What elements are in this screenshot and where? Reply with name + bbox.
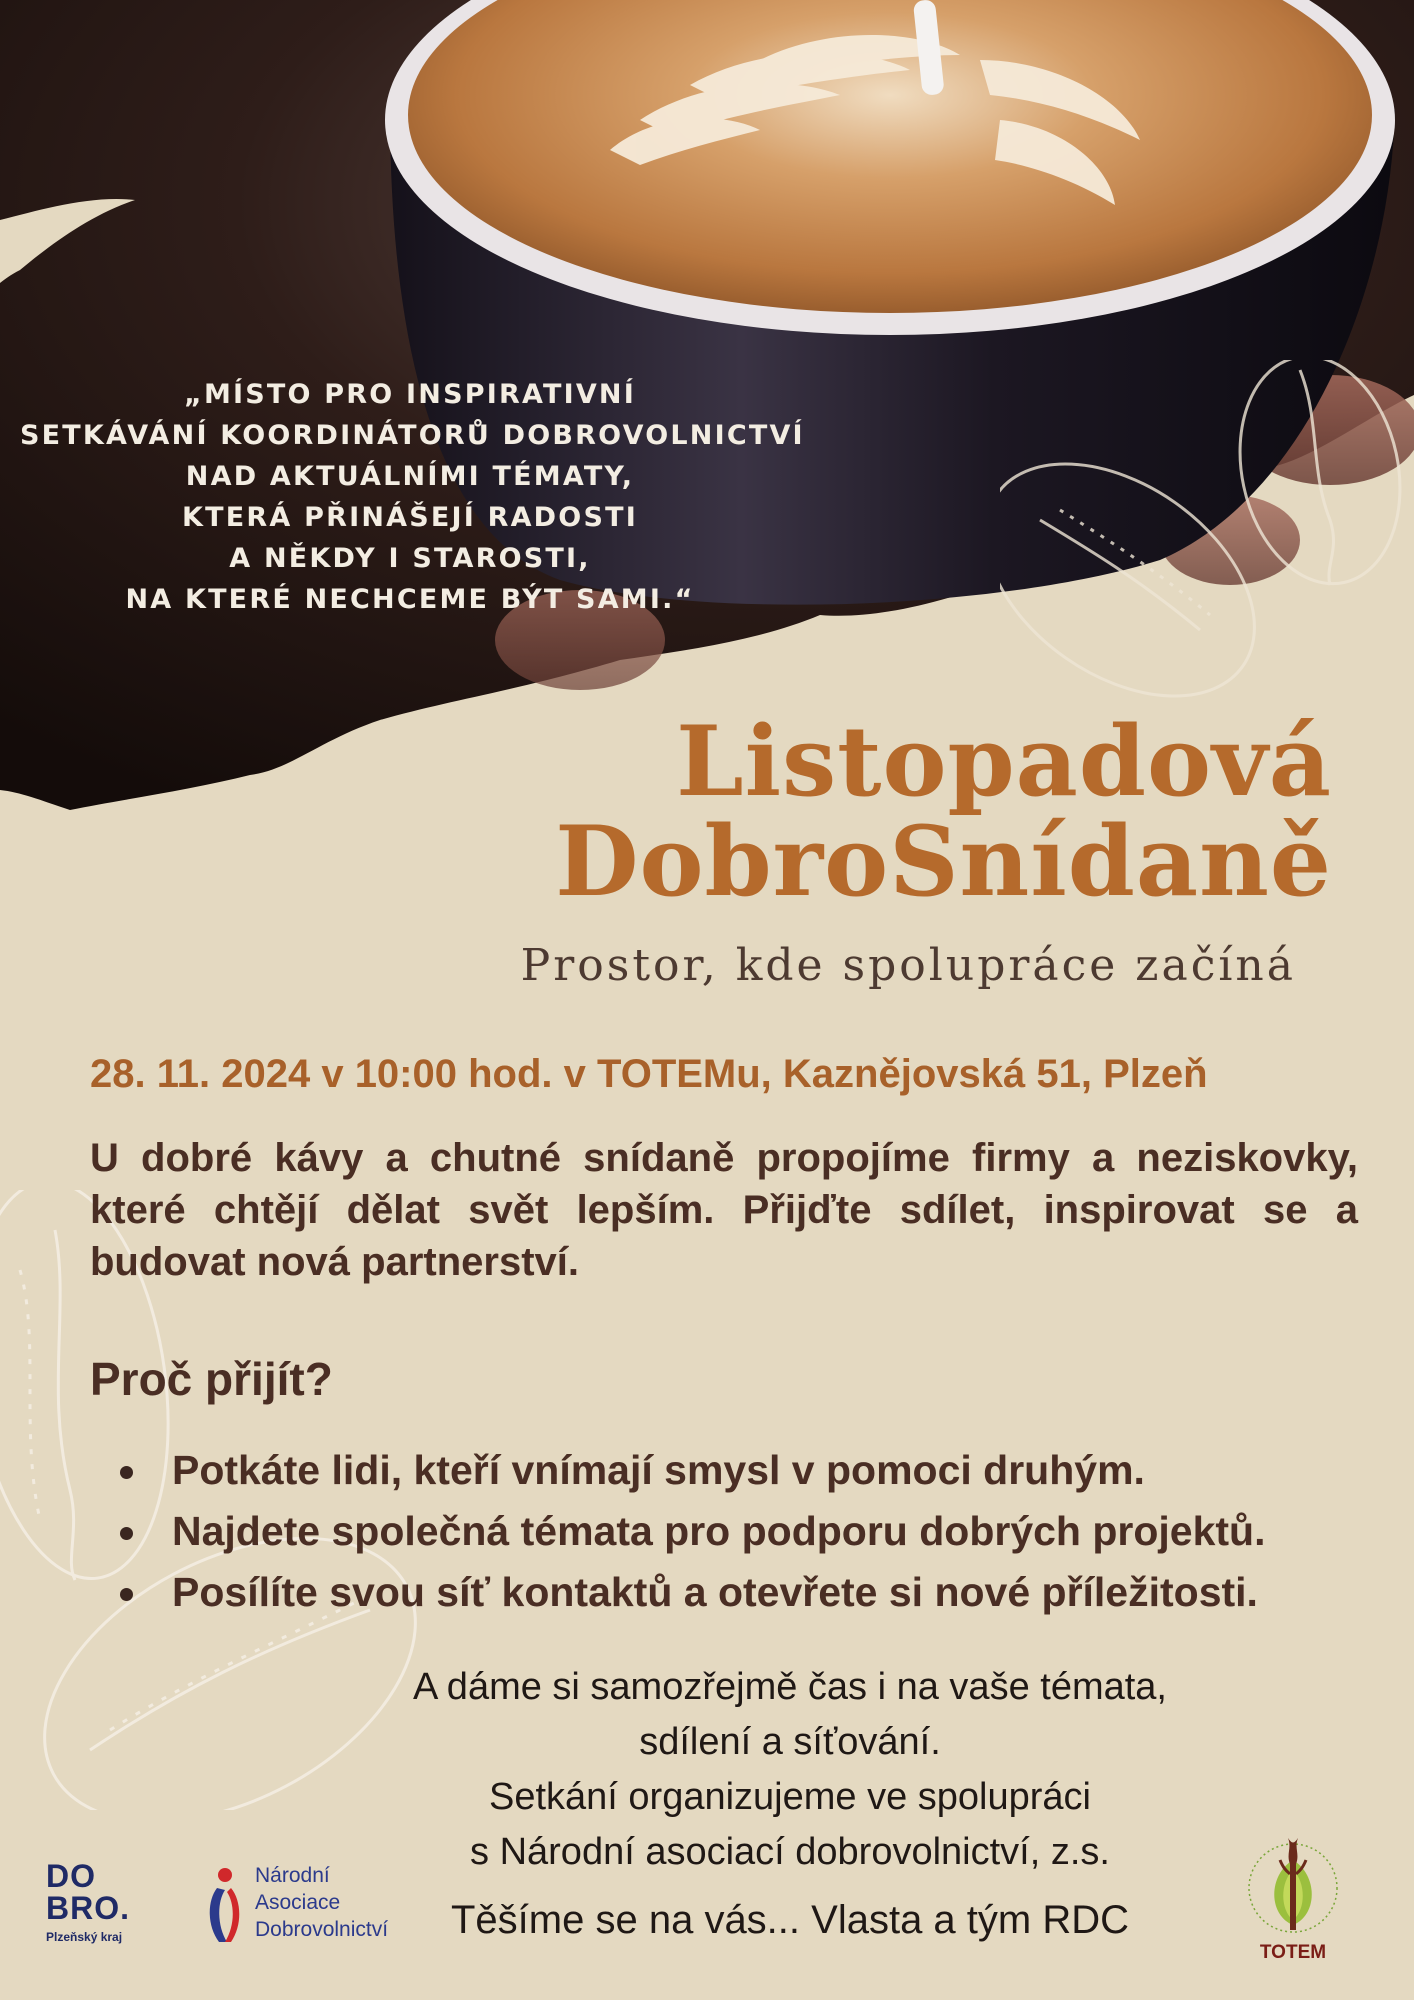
quote-line: SETKÁVÁNÍ KOORDINÁTORŮ DOBROVOLNICTVÍ [20,420,805,451]
bullet-icon [120,1588,133,1601]
nad-logo-line: Dobrovolnictví [255,1918,389,1941]
nad-logo-text [255,1862,388,1943]
quote-line: A NĚKDY I STAROSTI, [229,543,591,574]
reasons-list [120,1440,1266,1623]
bullet-icon [120,1466,133,1479]
quote-line: NA KTERÉ NECHCEME BÝT SAMI.“ [125,584,695,615]
closing-line: Setkání organizujeme ve spolupráci [488,1776,1091,1818]
quote-line: NAD AKTUÁLNÍMI TÉMATY, [185,461,635,492]
dobro-logo-line1: DO [46,1858,96,1894]
nad-logo [205,1862,435,1952]
intro-paragraph: U dobré kávy a chutné snídaně propojíme firmy a neziskovky, které chtějí dělat svět lepším. Přijďte sdílet, inspirovat se a budovat nová partnerství. [90,1136,1358,1284]
dobro-logo-region: Plzeňský kraj [46,1930,123,1944]
event-subtitle: Prostor, kde spolupráce začíná [520,940,1296,991]
closing-paragraph [380,1660,1200,1880]
quote-line: „MÍSTO PRO INSPIRATIVNÍ [184,379,636,410]
totem-logo [1238,1830,1348,1970]
reason-text: Posílíte svou síť kontaktů a otevřete si nové příležitosti. [172,1569,1258,1615]
list-item [120,1440,1266,1501]
signoff: Těšíme se na vás... Vlasta a tým RDC [451,1898,1129,1942]
closing-line: A dáme si samozřejmě čas i na vaše témata, [413,1666,1167,1708]
dobro-logo-line2: BRO. [46,1890,130,1926]
nad-logo-line: Národní [255,1864,330,1887]
title-line-2: DobroSnídaně [555,805,1332,918]
quote-line: KTERÁ PŘINÁŠEJÍ RADOSTI [182,502,638,533]
nad-logo-icon [205,1866,245,1946]
event-date-location: 28. 11. 2024 v 10:00 hod. v TOTEMu, Kaznějovská 51, Plzeň [90,1052,1208,1096]
totem-logo-icon [1238,1830,1348,1942]
list-item [120,1562,1266,1623]
reason-text: Najdete společná témata pro podporu dobrých projektů. [172,1508,1266,1554]
hero-quote [20,374,805,620]
title-line-1: Listopadová [676,705,1332,818]
dobro-logo [46,1860,166,1944]
reason-text: Potkáte lidi, kteří vnímají smysl v pomoci druhým. [172,1447,1145,1493]
bullet-icon [120,1527,133,1540]
event-title [555,705,1332,918]
why-heading: Proč přijít? [90,1353,333,1405]
closing-line: s Národní asociací dobrovolnictví, z.s. [470,1831,1110,1873]
list-item [120,1501,1266,1562]
nad-logo-line: Asociace [255,1891,341,1914]
closing-line: sdílení a síťování. [639,1721,941,1763]
totem-logo-name: TOTEM [1259,1942,1327,1963]
